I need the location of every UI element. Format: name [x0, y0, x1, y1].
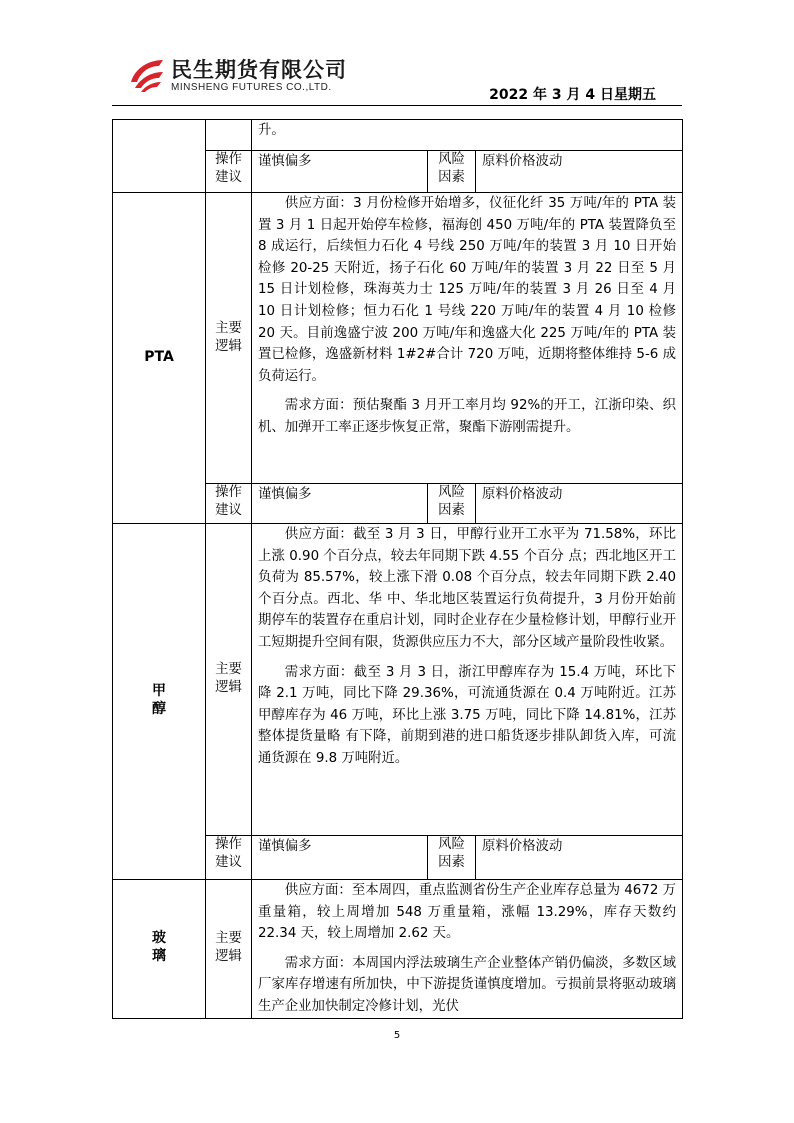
glass-logic-cell [252, 880, 683, 1019]
logic-label: 主要逻辑 [206, 193, 252, 484]
risk-label: 风险因素 [428, 836, 476, 880]
continuation-cell [252, 120, 683, 151]
risk-value: 原料价格波动 [476, 836, 683, 880]
product-pta: PTA [113, 193, 206, 524]
product-methanol: 甲醇 [113, 524, 206, 880]
pta-logic-cell [252, 193, 683, 484]
brand-name-cn: 民生期货有限公司 [171, 58, 347, 82]
minsheng-logo-icon [127, 52, 165, 94]
brand-name-en: MINSHENG FUTURES CO.,LTD. [171, 82, 332, 93]
strategy-table [112, 119, 683, 1019]
page-number: 5 [393, 1030, 401, 1041]
operation-label: 操作建议 [206, 151, 252, 193]
operation-value: 谨慎偏多 [252, 151, 428, 193]
risk-value: 原料价格波动 [476, 151, 683, 193]
risk-label: 风险因素 [428, 484, 476, 524]
operation-label: 操作建议 [206, 836, 252, 880]
methanol-logic-cell [252, 524, 683, 836]
table-row [113, 880, 683, 1019]
empty-label-cell [206, 120, 252, 151]
glass-demand-text: 需求方面：本周国内浮法玻璃生产企业整体产销仍偏淡，多数区域厂家库存增速有所加快，中下游提货谨慎度增加。亏损前景将驱动玻璃生产企业加快制定冷修计划，光伏 [258, 955, 677, 1014]
operation-value: 谨慎偏多 [252, 484, 428, 524]
methanol-supply-text: 供应方面：截至 3 月 3 日，甲醇行业开工水平为 71.58%，环比上涨 0.90 个百分点，较去年同期下跌 4.55 个百分 点；西北地区开工负荷为 85.57%，较上涨下滑 0.08 个百分点，较去年同期下跌 2.40 个百分点。西北、华 中、华北地区装置运行负荷提升，3 月份开始前期停车的装置存在重启计划，同时企业存在少量检修计划，甲醇行业开工短期提升空间有限，货源供应压力不大，部分区域产量阶段性收紧。 [258, 527, 677, 650]
pta-supply-text: 供应方面：3 月份检修开始增多，仪征化纤 35 万吨/年的 PTA 装置 3 月 1 日起开始停车检修，福海创 450 万吨/年的 PTA 装置降负至 8 成运行，后续恒力石化 4 号线 250 万吨/年的装置 3 月 10 日开始检修 20-25 天附近，扬子石化 60 万吨/年的装置 3 月 22 日至 5 月 15 日计划检修，珠海英力士 125 万吨/年的装置 3 月 26 日至 4 月 10 日计划检修；恒力石化 1 号线 220 万吨/年的装置 4 月 10 检修 20 天。目前逸盛宁波 200 万吨/年和逸盛大化 225 万吨/年的 PTA 装置已检修，逸盛新材料 1#2#合计 720 万吨，近期将整体维持 5-6 成负荷运行。 [258, 196, 677, 384]
header-divider [112, 105, 682, 106]
operation-label: 操作建议 [206, 484, 252, 524]
pta-demand-text: 需求方面：预估聚酯 3 月开工率月均 92%的开工，江浙印染、织机、加弹开工率正逐步恢复正常，聚酯下游刚需提升。 [258, 398, 677, 435]
operation-value: 谨慎偏多 [252, 836, 428, 880]
company-logo [127, 52, 367, 100]
methanol-demand-text: 需求方面：截至 3 月 3 日，浙江甲醇库存为 15.4 万吨，环比下降 2.1 万吨，同比下降 29.36%，可流通货源在 0.4 万吨附近。江苏甲醇库存为 46 万吨，环比上涨 3.75 万吨，同比下降 14.81%，江苏整体提货量略 有下降，前期到港的进口船货逐步排队卸货入库，可流通货源在 9.8 万吨附近。 [258, 664, 677, 766]
report-date: 2022 年 3 月 4 日星期五 [489, 87, 656, 103]
risk-label: 风险因素 [428, 151, 476, 193]
table-row [113, 120, 683, 151]
glass-supply-text: 供应方面：至本周四，重点监测省份生产企业库存总量为 4672 万 重量箱，较上周增加 548 万重量箱，涨幅 13.29%，库存天数约 22.34 天，较上周增加 2.62 天。 [258, 883, 677, 942]
product-glass: 玻璃 [113, 880, 206, 1019]
logic-label: 主要逻辑 [206, 880, 252, 1019]
table-row [113, 193, 683, 484]
risk-value: 原料价格波动 [476, 484, 683, 524]
product-cell-continued [113, 120, 206, 193]
logic-label: 主要逻辑 [206, 524, 252, 836]
continuation-text: 升。 [258, 123, 285, 138]
table-row [113, 524, 683, 836]
